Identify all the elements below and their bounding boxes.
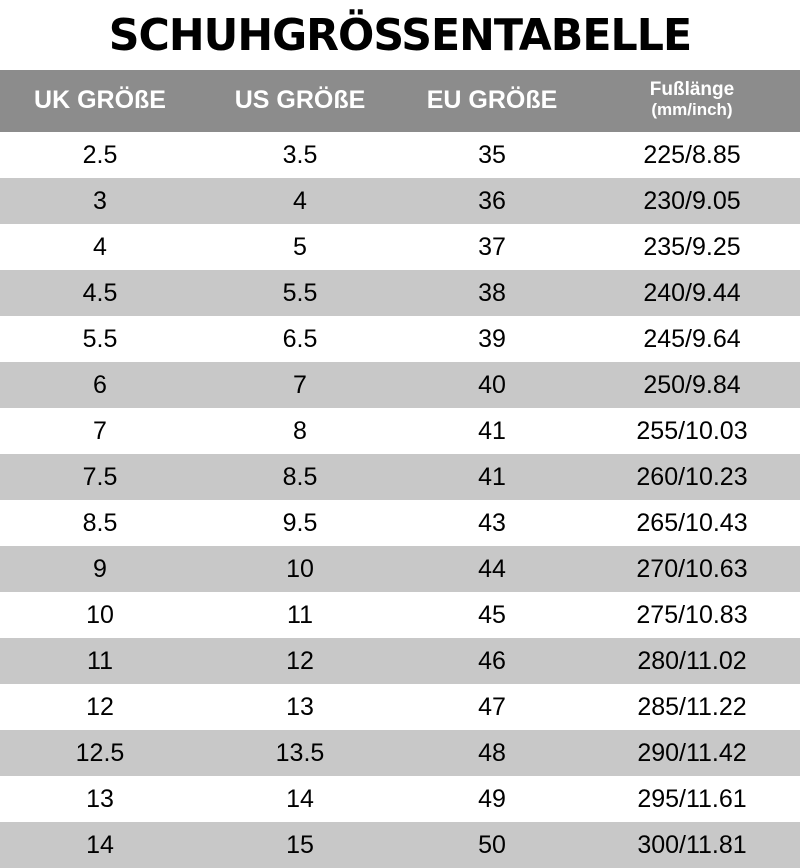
table-row (0, 408, 800, 454)
table-row (0, 684, 800, 730)
cell-eu: 36 (400, 178, 584, 224)
table-row (0, 730, 800, 776)
cell-eu: 40 (400, 362, 584, 408)
cell-eu: 41 (400, 408, 584, 454)
cell-foot-length: 245/9.64 (584, 316, 800, 362)
table-row (0, 362, 800, 408)
cell-eu: 49 (400, 776, 584, 822)
table-row (0, 178, 800, 224)
cell-uk: 7.5 (0, 454, 200, 500)
cell-uk: 4.5 (0, 270, 200, 316)
cell-foot-length: 280/11.02 (584, 638, 800, 684)
table-row (0, 454, 800, 500)
cell-uk: 4 (0, 224, 200, 270)
cell-uk: 10 (0, 592, 200, 638)
cell-us: 9.5 (200, 500, 400, 546)
table-row (0, 592, 800, 638)
table-row (0, 822, 800, 868)
shoe-size-table (0, 70, 800, 868)
cell-foot-length: 295/11.61 (584, 776, 800, 822)
table-header (0, 70, 800, 132)
cell-uk: 14 (0, 822, 200, 868)
cell-us: 4 (200, 178, 400, 224)
cell-foot-length: 270/10.63 (584, 546, 800, 592)
page-title: SCHUHGRÖSSENTABELLE (108, 10, 692, 61)
cell-eu: 38 (400, 270, 584, 316)
table-row (0, 546, 800, 592)
table-row (0, 500, 800, 546)
cell-uk: 5.5 (0, 316, 200, 362)
cell-eu: 43 (400, 500, 584, 546)
cell-foot-length: 235/9.25 (584, 224, 800, 270)
column-header-eu: EU GRÖßE (400, 70, 584, 132)
cell-eu: 45 (400, 592, 584, 638)
cell-uk: 7 (0, 408, 200, 454)
cell-uk: 12.5 (0, 730, 200, 776)
cell-us: 7 (200, 362, 400, 408)
cell-us: 5.5 (200, 270, 400, 316)
cell-eu: 35 (400, 132, 584, 178)
table-body (0, 132, 800, 868)
column-header-foot-length-unit: (mm/inch) (651, 100, 733, 120)
cell-eu: 39 (400, 316, 584, 362)
cell-foot-length: 265/10.43 (584, 500, 800, 546)
cell-foot-length: 250/9.84 (584, 362, 800, 408)
cell-uk: 6 (0, 362, 200, 408)
cell-us: 8 (200, 408, 400, 454)
cell-uk: 8.5 (0, 500, 200, 546)
cell-foot-length: 240/9.44 (584, 270, 800, 316)
cell-eu: 47 (400, 684, 584, 730)
table-header-row (0, 70, 800, 132)
column-header-us: US GRÖßE (200, 70, 400, 132)
cell-us: 12 (200, 638, 400, 684)
cell-foot-length: 225/8.85 (584, 132, 800, 178)
cell-eu: 37 (400, 224, 584, 270)
table-row (0, 776, 800, 822)
cell-uk: 9 (0, 546, 200, 592)
cell-eu: 48 (400, 730, 584, 776)
cell-foot-length: 230/9.05 (584, 178, 800, 224)
cell-us: 15 (200, 822, 400, 868)
cell-us: 6.5 (200, 316, 400, 362)
cell-us: 13 (200, 684, 400, 730)
table-row (0, 270, 800, 316)
cell-us: 5 (200, 224, 400, 270)
cell-us: 11 (200, 592, 400, 638)
cell-eu: 46 (400, 638, 584, 684)
cell-eu: 41 (400, 454, 584, 500)
cell-foot-length: 290/11.42 (584, 730, 800, 776)
cell-eu: 44 (400, 546, 584, 592)
table-row (0, 638, 800, 684)
cell-foot-length: 255/10.03 (584, 408, 800, 454)
table-row (0, 132, 800, 178)
cell-foot-length: 300/11.81 (584, 822, 800, 868)
cell-eu: 50 (400, 822, 584, 868)
column-header-foot-length-main: Fußlänge (649, 79, 735, 101)
column-header-foot-length (584, 70, 800, 132)
cell-foot-length: 260/10.23 (584, 454, 800, 500)
cell-foot-length: 275/10.83 (584, 592, 800, 638)
cell-uk: 11 (0, 638, 200, 684)
table-row (0, 224, 800, 270)
cell-us: 14 (200, 776, 400, 822)
cell-us: 10 (200, 546, 400, 592)
cell-uk: 3 (0, 178, 200, 224)
cell-uk: 13 (0, 776, 200, 822)
table-row (0, 316, 800, 362)
cell-uk: 12 (0, 684, 200, 730)
cell-us: 8.5 (200, 454, 400, 500)
cell-foot-length: 285/11.22 (584, 684, 800, 730)
cell-us: 3.5 (200, 132, 400, 178)
column-header-uk: UK GRÖßE (0, 70, 200, 132)
cell-uk: 2.5 (0, 132, 200, 178)
cell-us: 13.5 (200, 730, 400, 776)
